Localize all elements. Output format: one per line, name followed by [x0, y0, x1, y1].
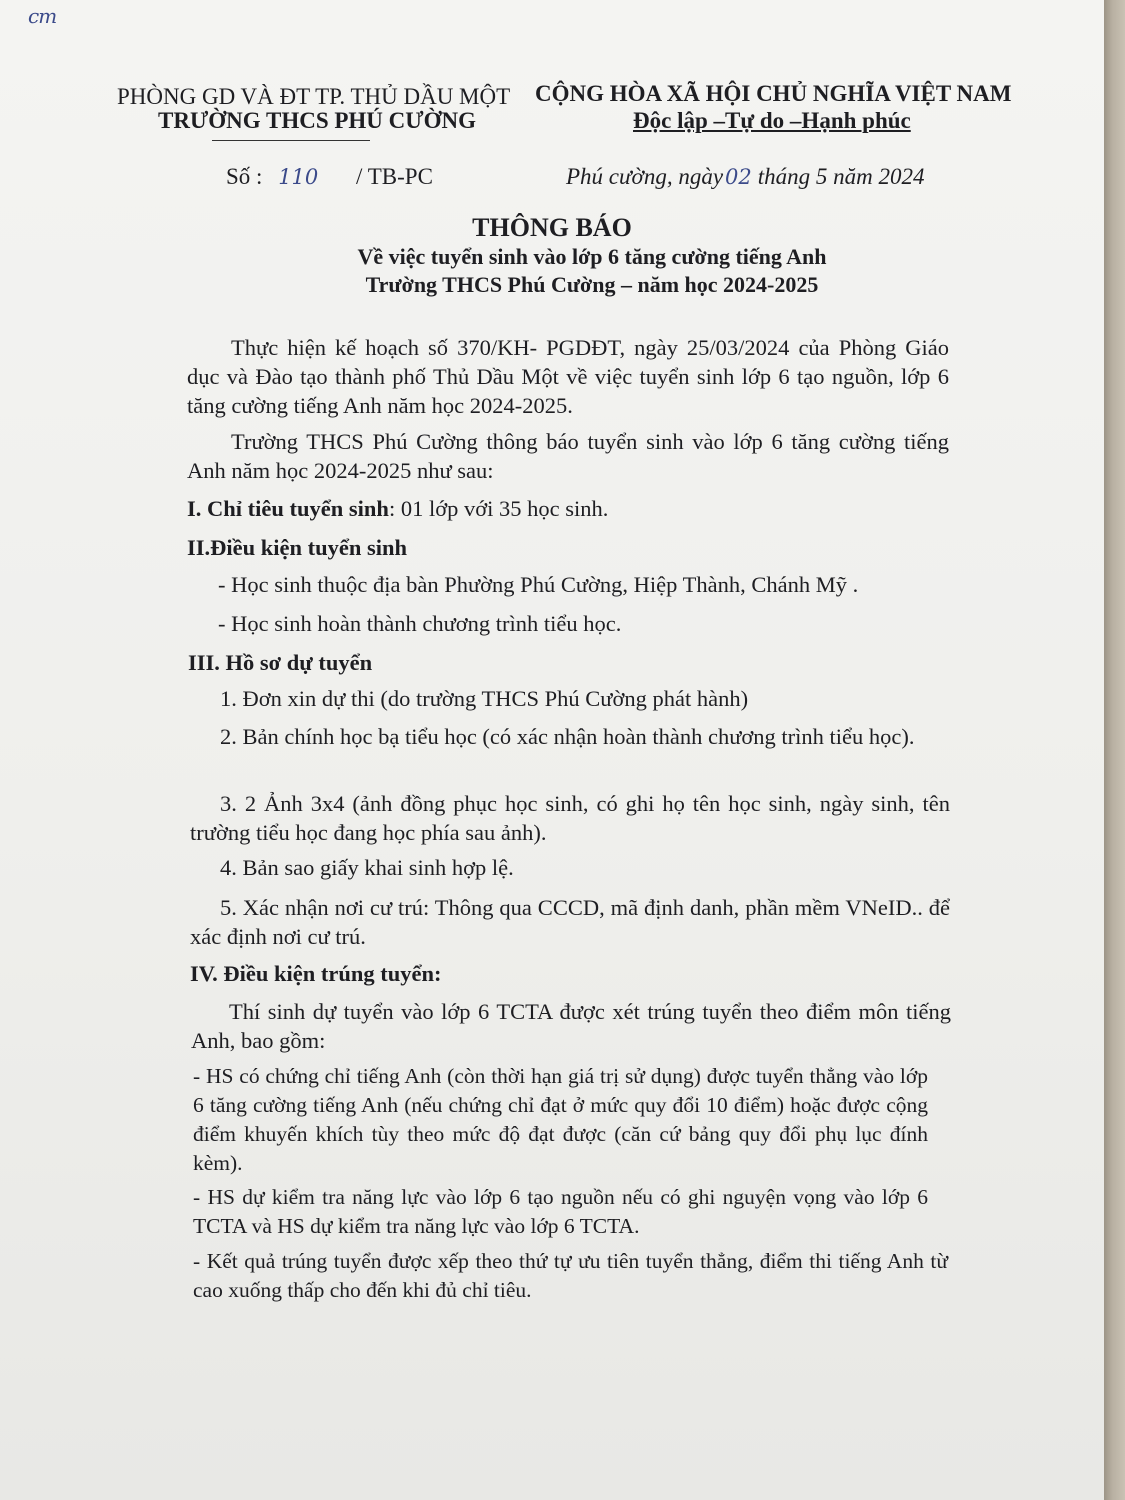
section-3-item: 3. 2 Ảnh 3x4 (ảnh đồng phục học sinh, có ghi họ tên học sinh, ngày sinh, tên trường tiểu học đang học phía sau ảnh).	[190, 791, 950, 845]
document-date	[566, 164, 925, 190]
section-4-item: - Kết quả trúng tuyển được xếp theo thứ tự ưu tiên tuyển thẳng, điểm thi tiếng Anh từ cao xuống thấp cho đến khi đủ chỉ tiêu.	[193, 1249, 948, 1302]
document-number	[226, 164, 433, 190]
section-3-item: 4. Bản sao giấy khai sinh hợp lệ.	[220, 855, 514, 880]
number-label: Số :	[226, 164, 263, 189]
handwritten-margin-note: cm	[28, 4, 57, 28]
section-3-item: 1. Đơn xin dự thi (do trường THCS Phú Cường phát hành)	[220, 686, 749, 711]
section-4-item: - HS dự kiểm tra năng lực vào lớp 6 tạo nguồn nếu có ghi nguyện vọng vào lớp 6 TCTA và HS dự kiểm tra năng lực vào lớp 6 TCTA.	[193, 1185, 928, 1238]
number-suffix: / TB-PC	[356, 164, 433, 189]
section-4-item: - HS có chứng chỉ tiếng Anh (còn thời hạn giá trị sử dụng) được tuyển thẳng vào lớp 6 tăng cường tiếng Anh (nếu chứng chỉ đạt ở mức quy đổi 10 điểm) hoặc được cộng điểm khuyến khích tùy theo mức độ đạt được (căn cứ bảng quy đổi phụ lục đính kèm).	[193, 1064, 928, 1175]
section-3-heading: III. Hồ sơ dự tuyển	[188, 650, 373, 675]
country-motto: Độc lập –Tự do –Hạnh phúc	[633, 108, 911, 133]
intro-paragraph-2: Trường THCS Phú Cường thông báo tuyển sinh vào lớp 6 tăng cường tiếng Anh năm học 2024-2025 như sau:	[187, 429, 949, 483]
section-3-item: 5. Xác nhận nơi cư trú: Thông qua CCCD, mã định danh, phần mềm VNeID.. để xác định nơi cư trú.	[190, 895, 950, 949]
notice-title: THÔNG BÁO	[472, 213, 632, 242]
table-edge-background	[1104, 0, 1125, 1500]
section-1-heading: I. Chỉ tiêu tuyển sinh	[187, 496, 389, 521]
date-prefix: Phú cường, ngày	[566, 164, 724, 189]
section-1-text: : 01 lớp với 35 học sinh.	[388, 496, 609, 521]
department-name: PHÒNG GD VÀ ĐT TP. THỦ DẦU MỘT	[117, 84, 511, 109]
section-4-heading: IV. Điều kiện trúng tuyển:	[190, 961, 442, 986]
school-underline	[212, 140, 370, 141]
notice-subtitle-2: Trường THCS Phú Cường – năm học 2024-2025	[365, 272, 819, 297]
intro-paragraph-1: Thực hiện kế hoạch số 370/KH- PGDĐT, ngày 25/03/2024 của Phòng Giáo dục và Đào tạo thành phố Thủ Dầu Một về việc tuyển sinh lớp 6 tạo nguồn, lớp 6 tăng cường tiếng Anh năm học 2024-2025.	[187, 335, 949, 418]
section-3-item: 2. Bản chính học bạ tiểu học (có xác nhận hoàn thành chương trình tiểu học).	[220, 724, 915, 749]
notice-subtitle-1: Về việc tuyển sinh vào lớp 6 tăng cường tiếng Anh	[357, 244, 827, 269]
section-2-item: - Học sinh thuộc địa bàn Phường Phú Cường, Hiệp Thành, Chánh Mỹ .	[218, 572, 859, 597]
date-day-handwritten: 02	[725, 165, 752, 189]
section-2-heading: II.Điều kiện tuyển sinh	[187, 535, 408, 560]
section-2-item: - Học sinh hoàn thành chương trình tiểu học.	[218, 611, 622, 636]
number-handwritten: 110	[278, 165, 319, 189]
section-4-intro: Thí sinh dự tuyển vào lớp 6 TCTA được xét trúng tuyển theo điểm môn tiếng Anh, bao gồm:	[191, 999, 951, 1053]
country-name: CỘNG HÒA XÃ HỘI CHỦ NGHĨA VIỆT NAM	[535, 81, 1012, 106]
date-suffix: tháng 5 năm 2024	[757, 164, 925, 189]
school-name: TRƯỜNG THCS PHÚ CƯỜNG	[158, 108, 476, 133]
section-1	[187, 496, 608, 522]
